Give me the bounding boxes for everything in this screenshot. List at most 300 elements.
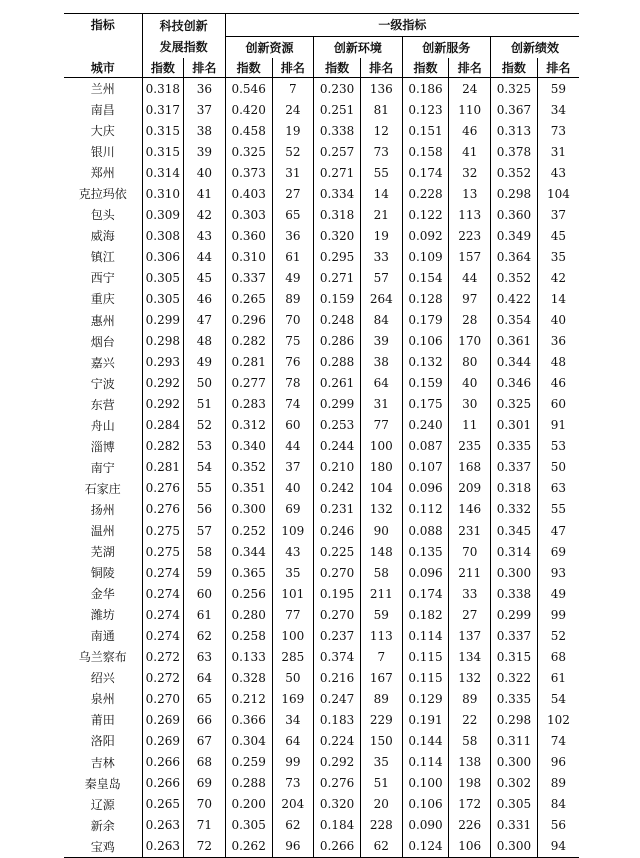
composite-index-cell: 0.305 bbox=[142, 267, 184, 288]
services-rank-cell: 106 bbox=[449, 836, 491, 858]
performance-index-cell: 0.367 bbox=[491, 99, 538, 120]
performance-rank-cell: 34 bbox=[537, 99, 579, 120]
resources-index-cell: 0.312 bbox=[225, 415, 272, 436]
performance-index-cell: 0.313 bbox=[491, 120, 538, 141]
composite-rank-cell: 54 bbox=[184, 457, 226, 478]
resources-index-cell: 0.458 bbox=[225, 120, 272, 141]
services-index-cell: 0.092 bbox=[402, 225, 449, 246]
resources-index-cell: 0.281 bbox=[225, 352, 272, 373]
performance-rank-cell: 59 bbox=[537, 78, 579, 100]
table-row bbox=[64, 709, 579, 730]
performance-rank-cell: 31 bbox=[537, 141, 579, 162]
services-rank-cell: 223 bbox=[449, 225, 491, 246]
city-cell: 宝鸡 bbox=[64, 836, 142, 858]
environment-index-cell: 0.266 bbox=[314, 836, 361, 858]
composite-index-cell: 0.281 bbox=[142, 457, 184, 478]
composite-index-cell: 0.263 bbox=[142, 815, 184, 836]
resources-index-cell: 0.300 bbox=[225, 499, 272, 520]
environment-index-cell: 0.248 bbox=[314, 310, 361, 331]
performance-index-cell: 0.338 bbox=[491, 583, 538, 604]
services-index-cell: 0.106 bbox=[402, 794, 449, 815]
services-index-cell: 0.123 bbox=[402, 99, 449, 120]
composite-rank-cell: 50 bbox=[184, 373, 226, 394]
performance-index-cell: 0.346 bbox=[491, 373, 538, 394]
resources-rank-cell: 27 bbox=[272, 183, 314, 204]
services-index-cell: 0.159 bbox=[402, 373, 449, 394]
performance-rank-cell: 73 bbox=[537, 120, 579, 141]
city-cell: 重庆 bbox=[90, 292, 115, 307]
city-cell: 辽源 bbox=[90, 797, 115, 812]
composite-index-cell: 0.306 bbox=[142, 246, 184, 267]
performance-index-cell: 0.300 bbox=[491, 752, 538, 773]
environment-rank-cell: 150 bbox=[360, 730, 402, 751]
resources-rank-cell: 49 bbox=[272, 267, 314, 288]
services-rank-cell: 89 bbox=[449, 688, 491, 709]
resources-index-cell: 0.280 bbox=[225, 604, 272, 625]
performance-index-cell: 0.301 bbox=[491, 415, 538, 436]
services-index-cell: 0.114 bbox=[402, 752, 449, 773]
performance-index-cell: 0.331 bbox=[491, 815, 538, 836]
environment-rank-cell: 100 bbox=[360, 436, 402, 457]
services-index-cell: 0.088 bbox=[402, 520, 449, 541]
services-index-cell: 0.154 bbox=[402, 267, 449, 288]
composite-index-cell: 0.274 bbox=[142, 583, 184, 604]
composite-index-cell: 0.276 bbox=[142, 478, 184, 499]
environment-index-cell: 0.320 bbox=[314, 225, 361, 246]
composite-index-cell: 0.266 bbox=[142, 773, 184, 794]
services-rank-cell: 30 bbox=[449, 394, 491, 415]
table-row bbox=[64, 646, 579, 667]
services-rank-cell: 40 bbox=[449, 373, 491, 394]
composite-index-cell: 0.266 bbox=[142, 752, 184, 773]
composite-rank-cell: 61 bbox=[184, 604, 226, 625]
city-cell: 南通 bbox=[90, 629, 115, 644]
city-cell: 郑州 bbox=[90, 166, 115, 181]
indicator-header: 指标 bbox=[64, 14, 142, 59]
composite-rank-header: 排名 bbox=[184, 58, 226, 78]
performance-index-cell: 0.315 bbox=[491, 646, 538, 667]
resources-rank-cell: 73 bbox=[272, 773, 314, 794]
composite-index-cell: 0.274 bbox=[142, 604, 184, 625]
performance-rank-cell: 104 bbox=[537, 183, 579, 204]
resources-rank-cell: 52 bbox=[272, 141, 314, 162]
resources-index-cell: 0.282 bbox=[225, 331, 272, 352]
environment-index-cell: 0.318 bbox=[314, 204, 361, 225]
resources-rank-cell: 109 bbox=[272, 520, 314, 541]
resources-index-cell: 0.340 bbox=[225, 436, 272, 457]
services-rank-cell: 113 bbox=[449, 204, 491, 225]
environment-rank-cell: 104 bbox=[360, 478, 402, 499]
table-row bbox=[64, 604, 579, 625]
services-index-cell: 0.114 bbox=[402, 625, 449, 646]
services-index-cell: 0.090 bbox=[402, 815, 449, 836]
resources-rank-cell: 100 bbox=[272, 625, 314, 646]
services-index-cell: 0.174 bbox=[402, 583, 449, 604]
services-rank-cell: 235 bbox=[449, 436, 491, 457]
city-cell: 淄博 bbox=[90, 439, 115, 454]
table-row bbox=[64, 310, 579, 331]
resources-rank-cell: 74 bbox=[272, 394, 314, 415]
composite-index-header: 指数 bbox=[142, 58, 184, 78]
composite-rank-cell: 41 bbox=[184, 183, 226, 204]
resources-index-cell: 0.546 bbox=[225, 78, 272, 100]
table-row bbox=[64, 457, 579, 478]
environment-rank-cell: 21 bbox=[360, 204, 402, 225]
resources-index-cell: 0.304 bbox=[225, 730, 272, 751]
environment-index-cell: 0.320 bbox=[314, 794, 361, 815]
services-index-cell: 0.129 bbox=[402, 688, 449, 709]
performance-index-cell: 0.337 bbox=[491, 625, 538, 646]
performance-rank-cell: 99 bbox=[537, 604, 579, 625]
services-rank-cell: 226 bbox=[449, 815, 491, 836]
resources-rank-cell: 35 bbox=[272, 562, 314, 583]
city-cell: 宁波 bbox=[90, 376, 115, 391]
table-row bbox=[64, 78, 579, 100]
services-index-cell: 0.100 bbox=[402, 773, 449, 794]
services-index-cell: 0.175 bbox=[402, 394, 449, 415]
services-index-cell: 0.174 bbox=[402, 162, 449, 183]
services-index-cell: 0.115 bbox=[402, 646, 449, 667]
table-row bbox=[64, 352, 579, 373]
composite-rank-cell: 49 bbox=[184, 352, 226, 373]
performance-rank-cell: 42 bbox=[537, 267, 579, 288]
table-row bbox=[64, 667, 579, 688]
performance-rank-cell: 48 bbox=[537, 352, 579, 373]
composite-rank-cell: 57 bbox=[184, 520, 226, 541]
services-rank-cell: 58 bbox=[449, 730, 491, 751]
composite-rank-cell: 40 bbox=[184, 162, 226, 183]
environment-rank-cell: 33 bbox=[360, 246, 402, 267]
resources-index-cell: 0.325 bbox=[225, 141, 272, 162]
composite-index-cell: 0.314 bbox=[142, 162, 184, 183]
services-rank-cell: 157 bbox=[449, 246, 491, 267]
performance-rank-cell: 56 bbox=[537, 815, 579, 836]
resources-index-cell: 0.212 bbox=[225, 688, 272, 709]
performance-rank-cell: 35 bbox=[537, 246, 579, 267]
city-cell: 铜陵 bbox=[90, 566, 115, 581]
performance-index-cell: 0.352 bbox=[491, 162, 538, 183]
environment-rank-cell: 39 bbox=[360, 331, 402, 352]
city-cell: 温州 bbox=[90, 524, 115, 538]
composite-index-cell: 0.315 bbox=[142, 120, 184, 141]
environment-rank-cell: 12 bbox=[360, 120, 402, 141]
services-rank-cell: 41 bbox=[449, 141, 491, 162]
services-index-cell: 0.106 bbox=[402, 331, 449, 352]
resources-rank-cell: 78 bbox=[272, 373, 314, 394]
composite-index-cell: 0.282 bbox=[142, 436, 184, 457]
environment-rank-cell: 167 bbox=[360, 667, 402, 688]
resources-index-cell: 0.133 bbox=[225, 646, 272, 667]
services-rank-cell: 11 bbox=[449, 415, 491, 436]
resources-rank-cell: 75 bbox=[272, 331, 314, 352]
environment-rank-cell: 84 bbox=[360, 310, 402, 331]
performance-index-cell: 0.305 bbox=[491, 794, 538, 815]
composite-rank-cell: 39 bbox=[184, 141, 226, 162]
group-header-environment: 创新环境 bbox=[314, 36, 402, 58]
environment-index-cell: 0.286 bbox=[314, 331, 361, 352]
environment-index-cell: 0.374 bbox=[314, 646, 361, 667]
performance-index-cell: 0.361 bbox=[491, 331, 538, 352]
performance-rank-cell: 47 bbox=[537, 520, 579, 541]
environment-index-cell: 0.270 bbox=[314, 604, 361, 625]
table-row bbox=[64, 99, 579, 120]
services-rank-cell: 27 bbox=[449, 604, 491, 625]
services-index-cell: 0.228 bbox=[402, 183, 449, 204]
table-row bbox=[64, 583, 579, 604]
performance-rank-cell: 14 bbox=[537, 288, 579, 309]
services-rank-cell: 46 bbox=[449, 120, 491, 141]
performance-index-cell: 0.344 bbox=[491, 352, 538, 373]
performance-rank-cell: 93 bbox=[537, 562, 579, 583]
resources-rank-cell: 204 bbox=[272, 794, 314, 815]
services-rank-cell: 170 bbox=[449, 331, 491, 352]
performance-rank-cell: 96 bbox=[537, 752, 579, 773]
composite-rank-cell: 46 bbox=[184, 288, 226, 309]
services-rank-cell: 134 bbox=[449, 646, 491, 667]
services-rank-cell: 146 bbox=[449, 499, 491, 520]
environment-index-cell: 0.247 bbox=[314, 688, 361, 709]
composite-index-cell: 0.274 bbox=[142, 625, 184, 646]
composite-index-cell: 0.265 bbox=[142, 794, 184, 815]
composite-index-cell: 0.309 bbox=[142, 204, 184, 225]
environment-index-cell: 0.184 bbox=[314, 815, 361, 836]
table-row bbox=[64, 794, 579, 815]
city-cell: 镇江 bbox=[90, 250, 115, 265]
environment-rank-cell: 148 bbox=[360, 541, 402, 562]
environment-index-cell: 0.288 bbox=[314, 352, 361, 373]
services-rank-cell: 33 bbox=[449, 583, 491, 604]
city-cell: 包头 bbox=[90, 208, 115, 223]
resources-index-cell: 0.420 bbox=[225, 99, 272, 120]
city-cell: 莆田 bbox=[90, 713, 115, 728]
services-rank-cell: 132 bbox=[449, 667, 491, 688]
services-rank-cell: 24 bbox=[449, 78, 491, 100]
resources-index-cell: 0.373 bbox=[225, 162, 272, 183]
services-index-cell: 0.179 bbox=[402, 310, 449, 331]
environment-index-cell: 0.338 bbox=[314, 120, 361, 141]
composite-rank-cell: 55 bbox=[184, 478, 226, 499]
services-rank-cell: 110 bbox=[449, 99, 491, 120]
environment-index-header: 指数 bbox=[314, 58, 361, 78]
table-row bbox=[64, 625, 579, 646]
services-rank-cell: 137 bbox=[449, 625, 491, 646]
resources-index-cell: 0.265 bbox=[225, 288, 272, 309]
composite-index-cell: 0.275 bbox=[142, 541, 184, 562]
city-cell: 吉林 bbox=[90, 755, 115, 770]
environment-index-cell: 0.299 bbox=[314, 394, 361, 415]
services-index-header: 指数 bbox=[402, 58, 449, 78]
performance-index-cell: 0.349 bbox=[491, 225, 538, 246]
table-row bbox=[64, 815, 579, 836]
composite-index-cell: 0.276 bbox=[142, 499, 184, 520]
performance-rank-cell: 54 bbox=[537, 688, 579, 709]
composite-index-cell: 0.308 bbox=[142, 225, 184, 246]
resources-index-cell: 0.360 bbox=[225, 225, 272, 246]
table-row bbox=[64, 730, 579, 751]
composite-rank-cell: 48 bbox=[184, 331, 226, 352]
composite-index-cell: 0.298 bbox=[142, 331, 184, 352]
performance-index-cell: 0.300 bbox=[491, 836, 538, 858]
services-rank-cell: 198 bbox=[449, 773, 491, 794]
table-row bbox=[64, 499, 579, 520]
performance-rank-cell: 50 bbox=[537, 457, 579, 478]
performance-index-cell: 0.298 bbox=[491, 183, 538, 204]
environment-index-cell: 0.261 bbox=[314, 373, 361, 394]
environment-rank-cell: 35 bbox=[360, 752, 402, 773]
performance-rank-cell: 36 bbox=[537, 331, 579, 352]
performance-rank-cell: 84 bbox=[537, 794, 579, 815]
city-cell: 乌兰察布 bbox=[78, 650, 127, 665]
services-rank-cell: 211 bbox=[449, 562, 491, 583]
resources-index-header: 指数 bbox=[225, 58, 272, 78]
composite-index-cell: 0.315 bbox=[142, 141, 184, 162]
environment-rank-cell: 20 bbox=[360, 794, 402, 815]
environment-index-cell: 0.292 bbox=[314, 752, 361, 773]
composite-index-cell: 0.274 bbox=[142, 562, 184, 583]
composite-index-cell: 0.270 bbox=[142, 688, 184, 709]
composite-index-cell: 0.269 bbox=[142, 730, 184, 751]
services-rank-cell: 209 bbox=[449, 478, 491, 499]
environment-rank-cell: 7 bbox=[360, 646, 402, 667]
environment-index-cell: 0.224 bbox=[314, 730, 361, 751]
performance-index-cell: 0.311 bbox=[491, 730, 538, 751]
city-cell: 新余 bbox=[90, 818, 115, 833]
performance-rank-cell: 89 bbox=[537, 773, 579, 794]
composite-index-cell: 0.293 bbox=[142, 352, 184, 373]
composite-rank-cell: 71 bbox=[184, 815, 226, 836]
services-index-cell: 0.112 bbox=[402, 499, 449, 520]
composite-rank-cell: 64 bbox=[184, 667, 226, 688]
services-index-cell: 0.151 bbox=[402, 120, 449, 141]
resources-rank-cell: 285 bbox=[272, 646, 314, 667]
performance-index-cell: 0.354 bbox=[491, 310, 538, 331]
composite-index-cell: 0.310 bbox=[142, 183, 184, 204]
environment-index-cell: 0.210 bbox=[314, 457, 361, 478]
group-header-services: 创新服务 bbox=[402, 36, 490, 58]
resources-rank-cell: 65 bbox=[272, 204, 314, 225]
performance-index-cell: 0.318 bbox=[491, 478, 538, 499]
composite-rank-cell: 38 bbox=[184, 120, 226, 141]
city-cell: 潍坊 bbox=[90, 608, 115, 623]
performance-index-cell: 0.422 bbox=[491, 288, 538, 309]
environment-index-cell: 0.231 bbox=[314, 499, 361, 520]
resources-rank-cell: 101 bbox=[272, 583, 314, 604]
composite-index-cell: 0.272 bbox=[142, 646, 184, 667]
composite-rank-cell: 72 bbox=[184, 836, 226, 858]
composite-rank-cell: 68 bbox=[184, 752, 226, 773]
services-index-cell: 0.109 bbox=[402, 246, 449, 267]
composite-rank-cell: 45 bbox=[184, 267, 226, 288]
environment-index-cell: 0.251 bbox=[314, 99, 361, 120]
resources-rank-cell: 50 bbox=[272, 667, 314, 688]
performance-index-cell: 0.345 bbox=[491, 520, 538, 541]
services-rank-cell: 172 bbox=[449, 794, 491, 815]
resources-rank-cell: 96 bbox=[272, 836, 314, 858]
city-cell: 东营 bbox=[90, 397, 115, 412]
city-cell: 克拉玛依 bbox=[78, 187, 127, 202]
environment-index-cell: 0.230 bbox=[314, 78, 361, 100]
composite-index-cell: 0.284 bbox=[142, 415, 184, 436]
performance-rank-cell: 52 bbox=[537, 625, 579, 646]
resources-index-cell: 0.259 bbox=[225, 752, 272, 773]
resources-rank-cell: 40 bbox=[272, 478, 314, 499]
environment-index-cell: 0.183 bbox=[314, 709, 361, 730]
environment-index-cell: 0.276 bbox=[314, 773, 361, 794]
resources-rank-cell: 44 bbox=[272, 436, 314, 457]
resources-index-cell: 0.262 bbox=[225, 836, 272, 858]
resources-index-cell: 0.366 bbox=[225, 709, 272, 730]
table-row bbox=[64, 267, 579, 288]
city-cell: 银川 bbox=[90, 145, 115, 160]
resources-rank-cell: 36 bbox=[272, 225, 314, 246]
services-rank-cell: 70 bbox=[449, 541, 491, 562]
performance-index-cell: 0.335 bbox=[491, 688, 538, 709]
performance-index-cell: 0.335 bbox=[491, 436, 538, 457]
performance-rank-cell: 43 bbox=[537, 162, 579, 183]
table-row bbox=[64, 331, 579, 352]
performance-index-cell: 0.314 bbox=[491, 541, 538, 562]
resources-index-cell: 0.277 bbox=[225, 373, 272, 394]
composite-index-cell: 0.272 bbox=[142, 667, 184, 688]
composite-rank-cell: 59 bbox=[184, 562, 226, 583]
city-cell: 扬州 bbox=[90, 502, 115, 517]
performance-rank-cell: 94 bbox=[537, 836, 579, 858]
composite-index-cell: 0.292 bbox=[142, 373, 184, 394]
resources-index-cell: 0.365 bbox=[225, 562, 272, 583]
resources-rank-cell: 19 bbox=[272, 120, 314, 141]
city-cell: 南宁 bbox=[90, 460, 115, 475]
resources-rank-cell: 34 bbox=[272, 709, 314, 730]
table-row bbox=[64, 752, 579, 773]
environment-rank-cell: 31 bbox=[360, 394, 402, 415]
environment-index-cell: 0.257 bbox=[314, 141, 361, 162]
resources-rank-cell: 43 bbox=[272, 541, 314, 562]
resources-index-cell: 0.305 bbox=[225, 815, 272, 836]
environment-index-cell: 0.159 bbox=[314, 288, 361, 309]
performance-index-cell: 0.337 bbox=[491, 457, 538, 478]
composite-rank-cell: 36 bbox=[184, 78, 226, 100]
table-row bbox=[64, 204, 579, 225]
resources-index-cell: 0.351 bbox=[225, 478, 272, 499]
performance-rank-cell: 60 bbox=[537, 394, 579, 415]
composite-index-cell: 0.292 bbox=[142, 394, 184, 415]
environment-rank-cell: 228 bbox=[360, 815, 402, 836]
services-index-cell: 0.158 bbox=[402, 141, 449, 162]
resources-index-cell: 0.252 bbox=[225, 520, 272, 541]
composite-index-header bbox=[142, 14, 225, 59]
environment-index-cell: 0.271 bbox=[314, 267, 361, 288]
environment-rank-header: 排名 bbox=[360, 58, 402, 78]
services-index-cell: 0.115 bbox=[402, 667, 449, 688]
table-row bbox=[64, 773, 579, 794]
environment-rank-cell: 19 bbox=[360, 225, 402, 246]
performance-rank-cell: 69 bbox=[537, 541, 579, 562]
resources-rank-cell: 99 bbox=[272, 752, 314, 773]
composite-rank-cell: 43 bbox=[184, 225, 226, 246]
services-index-cell: 0.240 bbox=[402, 415, 449, 436]
composite-rank-cell: 65 bbox=[184, 688, 226, 709]
environment-rank-cell: 58 bbox=[360, 562, 402, 583]
environment-rank-cell: 81 bbox=[360, 99, 402, 120]
performance-index-cell: 0.332 bbox=[491, 499, 538, 520]
composite-rank-cell: 63 bbox=[184, 646, 226, 667]
composite-rank-cell: 62 bbox=[184, 625, 226, 646]
resources-rank-cell: 31 bbox=[272, 162, 314, 183]
environment-rank-cell: 62 bbox=[360, 836, 402, 858]
performance-index-cell: 0.322 bbox=[491, 667, 538, 688]
environment-index-cell: 0.225 bbox=[314, 541, 361, 562]
resources-index-cell: 0.403 bbox=[225, 183, 272, 204]
